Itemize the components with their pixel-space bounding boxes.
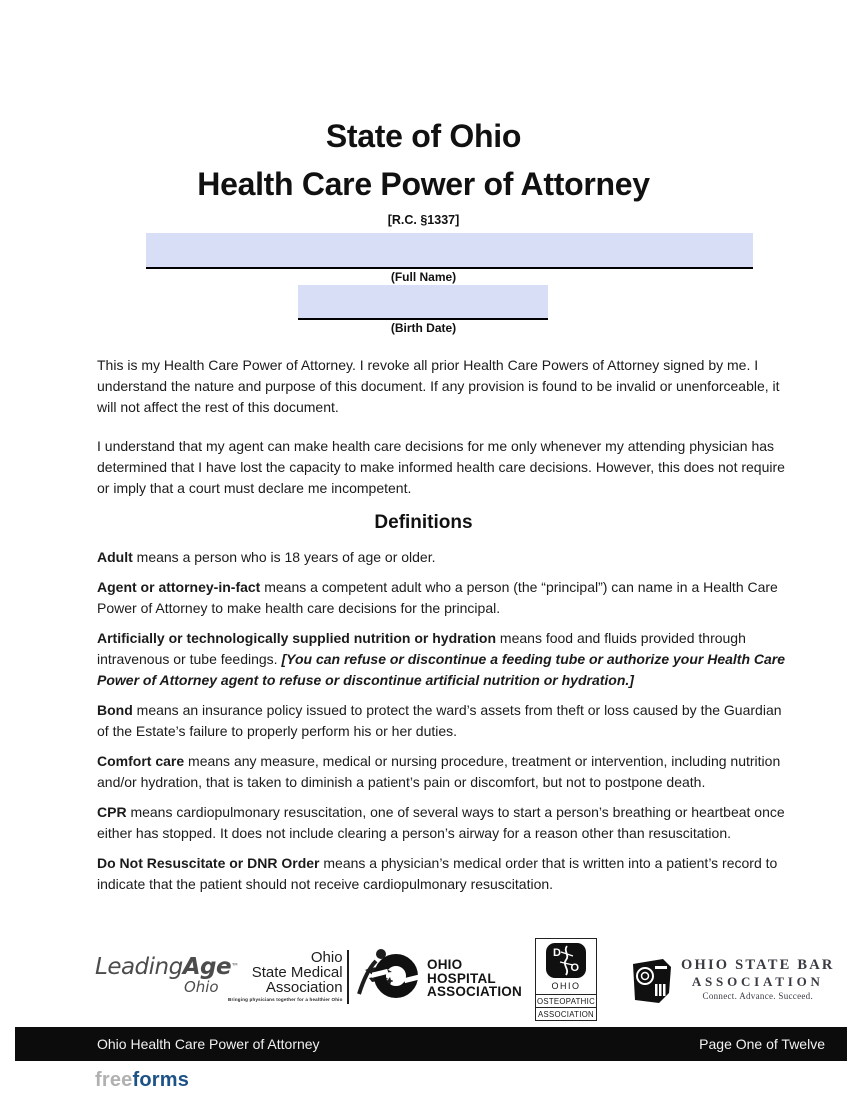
definitions-heading: Definitions [374,512,473,533]
oha-line3: ASSOCIATION [427,984,522,1000]
intro-paragraph-2: I understand that my agent can make health care decisions for me only whenever my attending physician has determined that I have lost the capacity to make informed health care decisions. However, this does not require or imply that a court must declare me incompetent. [97,438,785,496]
definition-text: means a person who is 18 years of age or older. [132,549,436,565]
ooa-letter-o: O [570,962,579,974]
osma-line3: Association [265,979,343,996]
definition-note-italic: [You can refuse or discontinue a feeding tube or authorize your Health Care Power of Attorney agent to refuse or discontinue artificial nutrition or hydration.] [97,651,786,688]
ohio-hospital-association-logo [372,952,522,1005]
definition-term: Bond [97,702,133,718]
definition-text: means cardiopulmonary resuscitation, one of several ways to start a person’s breathing or heartbeat once either has stopped. It does not include clearing a person’s airway for a reason other than resuscitation. [97,804,785,841]
ohio-state-medical-association-logo [228,946,393,1007]
definition-term: CPR [97,804,127,820]
trademark-symbol: ™ [231,962,239,971]
leadingage-part2: Age [182,954,232,980]
oha-line2: HOSPITAL [427,970,496,986]
full-name-input[interactable] [146,233,753,269]
definition-agent [97,577,791,619]
intro-paragraph-1: This is my Health Care Power of Attorney. I revoke all prior Health Care Powers of Attorney signed by me. I understand the nature and purpose of this document. If any provision is found to be invalid or unenforceable, it will not affect the rest of this document. [97,357,780,415]
osma-line2: State Medical [251,964,343,981]
definition-term: Comfort care [97,753,185,769]
oha-ring-icon [372,952,420,1005]
osma-divider [347,950,349,1004]
ionic-column-icon [630,958,672,1009]
definition-text: means a physician’s medical order that is written into a patient’s record to indicate that the patient should not receive cardiopulmonary resuscitation. [97,855,778,892]
leadingage-wordmark [95,954,239,980]
osma-wordmark [228,950,343,1003]
ohio-state-bar-association-logo [630,958,835,1009]
ohio-osteopathic-association-logo [535,938,597,1021]
footer-page-number: Page One of Twelve [699,1036,825,1052]
document-header [0,112,847,227]
definition-dnr [97,853,791,895]
definition-term: Agent or attorney-in-fact [97,579,261,595]
definition-text: means any measure, medical or nursing procedure, treatment or intervention, including nutrition and/or hydration, that is taken to diminish a patient’s pain or discomfort, but not to postpone death. [97,753,781,790]
staff-of-aesculapius-icon [546,943,586,978]
leadingage-region: Ohio [183,978,219,996]
ooa-line2: OSTEOPATHIC [536,997,596,1006]
osma-line1: Ohio [310,949,343,966]
definition-text: means food and fluids provided through intravenous or tube feedings. [97,630,746,667]
definition-term: Do Not Resuscitate or DNR Order [97,855,320,871]
freeforms-part1: free [95,1069,133,1091]
ooa-badge-box [535,938,597,995]
osba-line2: ASSOCIATION [691,974,824,989]
leadingage-part1: Leading [95,954,183,980]
osba-line1: OHIO STATE BAR [681,957,835,973]
page-title-line1: State of Ohio [325,118,522,154]
definition-text: means an insurance policy issued to protect the ward’s assets from theft or loss caused by the Guardian of the Estate’s failure to properly perform his or her duties. [97,702,782,739]
ooa-line3: ASSOCIATION [535,1008,597,1021]
definition-text: means a competent adult who a person (the “principal”) can name in a Health Care Power of Attorney to make health care decisions for the principal. [97,579,778,616]
definition-adult [97,547,791,568]
statute-reference: [R.C. §1337] [387,213,460,227]
definition-bond [97,700,791,742]
definitions-section [97,547,791,904]
footer-bar [15,1027,847,1061]
osba-wordmark [681,958,835,1001]
definition-cpr [97,802,791,844]
oha-wordmark [427,958,522,999]
ooa-line1: OHIO [551,981,581,991]
definition-comfort-care [97,751,791,793]
definition-artificial-nutrition [97,628,791,691]
osma-tagline: Bringing physicians together for a healthier Ohio [228,997,343,1002]
ooa-letter-d: D [553,947,561,959]
definition-term: Adult [97,549,133,565]
association-logo-band [0,938,847,1019]
definition-term: Artificially or technologically supplied nutrition or hydration [97,630,497,646]
freeforms-part2: forms [132,1069,190,1091]
intro-section [97,355,789,517]
osba-tagline: Connect. Advance. Succeed. [702,991,814,1001]
freeforms-logo [95,1069,189,1092]
birth-date-label: (Birth Date) [390,321,457,335]
page-title-line2: Health Care Power of Attorney [197,166,650,202]
oha-line1: OHIO [427,957,463,973]
full-name-label: (Full Name) [390,270,457,284]
leadingage-ohio-logo [95,954,239,996]
footer-document-title: Ohio Health Care Power of Attorney [97,1036,320,1052]
birth-date-input[interactable] [298,285,548,320]
ooa-do-badge-icon [546,943,586,978]
